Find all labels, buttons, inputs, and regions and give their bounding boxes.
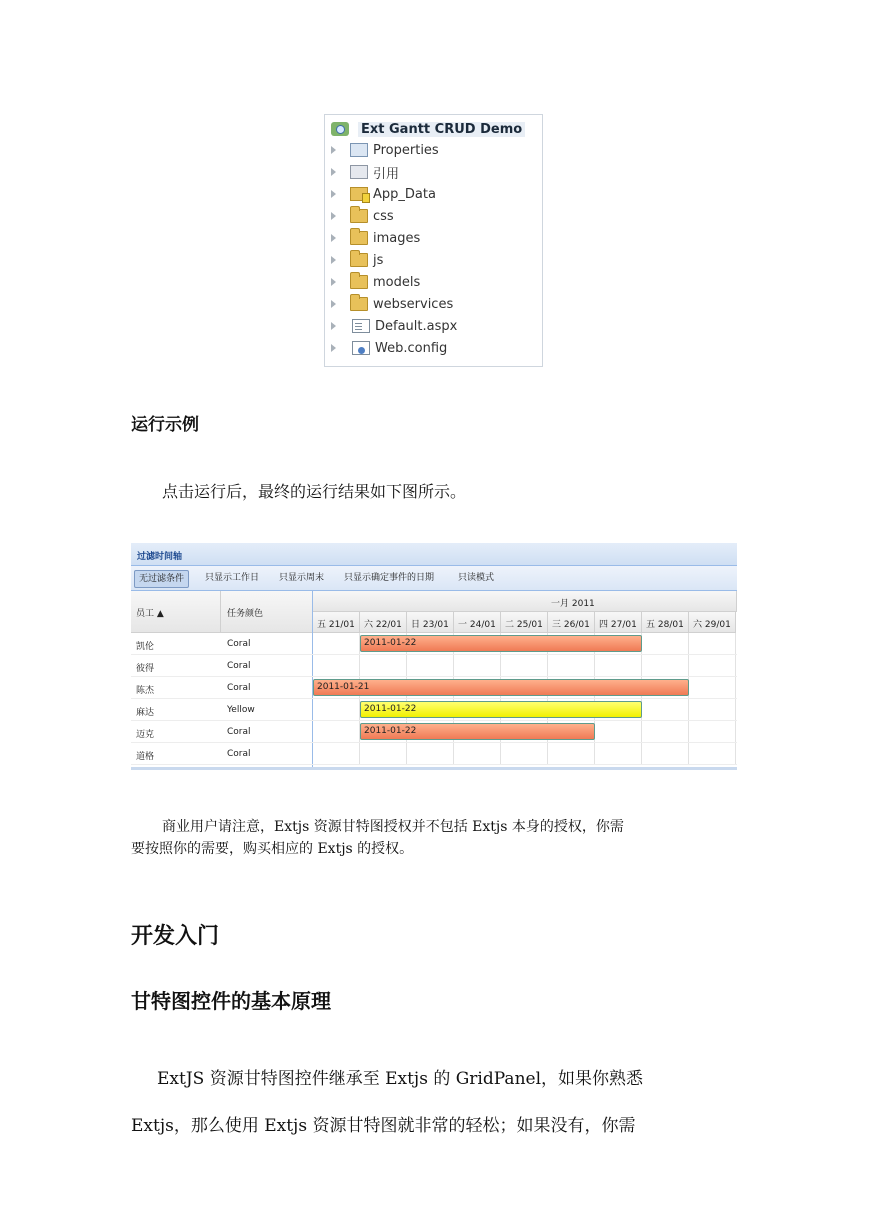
task-bar[interactable]: 2011-01-22 <box>360 701 642 718</box>
day-header-label: 一 24/01 <box>458 620 496 630</box>
employee-header-label: 员工 ▲ <box>136 609 164 619</box>
task-color-cell: Coral <box>227 727 251 737</box>
expand-arrow-icon[interactable] <box>331 300 336 308</box>
expand-arrow-icon[interactable] <box>331 344 336 352</box>
tree-item-label: Properties <box>373 142 439 158</box>
color-header-label: 任务颜色 <box>227 609 264 619</box>
day-header <box>642 612 689 633</box>
task-color-cell: Yellow <box>227 705 255 715</box>
expand-arrow-icon[interactable] <box>331 212 336 220</box>
references-icon <box>350 165 368 179</box>
expand-arrow-icon[interactable] <box>331 168 336 176</box>
day-header-label: 六 29/01 <box>693 620 731 630</box>
folder-icon <box>350 209 368 223</box>
tree-item[interactable] <box>331 338 447 358</box>
tree-item-label: webservices <box>373 296 454 312</box>
expand-arrow-icon[interactable] <box>331 190 336 198</box>
folder-icon <box>350 297 368 311</box>
employee-cell: 凯伦 <box>136 642 155 652</box>
day-header <box>501 612 548 633</box>
day-header-label: 二 25/01 <box>505 620 543 630</box>
expand-arrow-icon[interactable] <box>331 322 336 330</box>
task-color-cell: Coral <box>227 639 251 649</box>
gantt-title-bar <box>131 543 737 566</box>
expand-arrow-icon[interactable] <box>331 234 336 242</box>
day-header <box>360 612 407 633</box>
day-header-label: 三 26/01 <box>552 620 590 630</box>
tree-item-label: 引用 <box>373 166 400 182</box>
tree-item-label: App_Data <box>373 186 436 202</box>
day-header-label: 四 27/01 <box>599 620 637 630</box>
color-column-header[interactable] <box>221 591 313 633</box>
subsection-heading-principle: 甘特图控件的基本原理 <box>131 989 331 1013</box>
day-header <box>407 612 454 633</box>
table-row[interactable] <box>131 655 737 677</box>
tree-item[interactable] <box>331 272 420 292</box>
employee-cell: 麻达 <box>136 708 155 718</box>
day-header <box>595 612 642 633</box>
gantt-panel <box>131 543 737 770</box>
tree-item[interactable] <box>331 294 453 314</box>
table-row[interactable] <box>131 743 737 765</box>
readonly-mode-button[interactable]: 只读模式 <box>458 573 495 583</box>
task-color-cell: Coral <box>227 749 251 759</box>
tree-item[interactable] <box>331 162 399 182</box>
day-header <box>689 612 736 633</box>
run-intro: 点击运行后，最终的运行结果如下图所示。 <box>162 482 467 501</box>
notice-line-2: 要按照你的需要，购买相应的 Extjs 的授权。 <box>131 841 414 857</box>
expand-arrow-icon[interactable] <box>331 146 336 154</box>
task-color-cell: Coral <box>227 661 251 671</box>
project-icon <box>331 122 349 136</box>
tree-item[interactable] <box>331 206 394 226</box>
employee-column-header[interactable] <box>131 591 221 633</box>
folder-icon <box>350 231 368 245</box>
section-heading-run: 运行示例 <box>131 415 199 435</box>
task-bar[interactable]: 2011-01-21 <box>313 679 689 696</box>
task-bar[interactable]: 2011-01-22 <box>360 723 595 740</box>
tree-item-label: images <box>373 230 421 246</box>
section-heading-dev: 开发入门 <box>131 924 220 949</box>
tree-item-label: Default.aspx <box>375 318 458 334</box>
tree-root[interactable] <box>331 119 525 139</box>
day-header-label: 日 23/01 <box>411 620 449 630</box>
day-header <box>313 612 360 633</box>
tree-item[interactable] <box>331 250 383 270</box>
expand-arrow-icon[interactable] <box>331 278 336 286</box>
filter-weekdays-button[interactable]: 只显示工作日 <box>205 573 260 583</box>
employee-cell: 彼得 <box>136 664 155 674</box>
employee-cell: 迈克 <box>136 730 155 740</box>
task-color-cell: Coral <box>227 683 251 693</box>
gantt-toolbar <box>131 566 737 591</box>
tree-item-label: css <box>373 208 394 224</box>
filter-event-dates-button[interactable]: 只显示确定事件的日期 <box>344 573 435 583</box>
filter-none-button[interactable]: 无过滤条件 <box>134 570 189 588</box>
principle-para-line-2: Extjs，那么使用 Extjs 资源甘特图就非常的轻松；如果没有，你需 <box>131 1116 636 1136</box>
employee-cell: 陈杰 <box>136 686 155 696</box>
properties-icon <box>350 143 368 157</box>
filter-weekends-button[interactable]: 只显示周末 <box>279 573 325 583</box>
task-bar[interactable]: 2011-01-22 <box>360 635 642 652</box>
notice-line-1: 商业用户请注意，Extjs 资源甘特图授权并不包括 Extjs 本身的授权，你需 <box>162 819 624 835</box>
tree-item[interactable] <box>331 228 420 248</box>
month-label: 一月 2011 <box>551 599 595 609</box>
day-header-label: 六 22/01 <box>364 620 402 630</box>
day-header <box>454 612 501 633</box>
aspx-page-icon <box>352 319 370 333</box>
tree-item[interactable] <box>331 316 457 336</box>
principle-para-line-1: ExtJS 资源甘特图控件继承至 Extjs 的 GridPanel，如果你熟悉 <box>157 1069 644 1089</box>
folder-icon <box>350 275 368 289</box>
expand-arrow-icon[interactable] <box>331 256 336 264</box>
tree-item[interactable] <box>331 140 439 160</box>
tree-item-label: models <box>373 274 421 290</box>
config-file-icon <box>352 341 370 355</box>
solution-explorer <box>324 114 543 367</box>
gantt-title: 过滤时间轴 <box>137 552 183 562</box>
month-header <box>313 591 737 612</box>
tree-item[interactable] <box>331 184 436 204</box>
employee-cell: 道格 <box>136 752 155 762</box>
app-data-folder-icon <box>350 187 368 201</box>
project-name: Ext Gantt CRUD Demo <box>358 122 525 137</box>
day-header <box>548 612 595 633</box>
day-header-label: 五 21/01 <box>317 620 355 630</box>
folder-icon <box>350 253 368 267</box>
horizontal-scrollbar[interactable] <box>131 767 737 770</box>
day-header-label: 五 28/01 <box>646 620 684 630</box>
tree-item-label: js <box>373 252 384 268</box>
tree-item-label: Web.config <box>375 340 448 356</box>
